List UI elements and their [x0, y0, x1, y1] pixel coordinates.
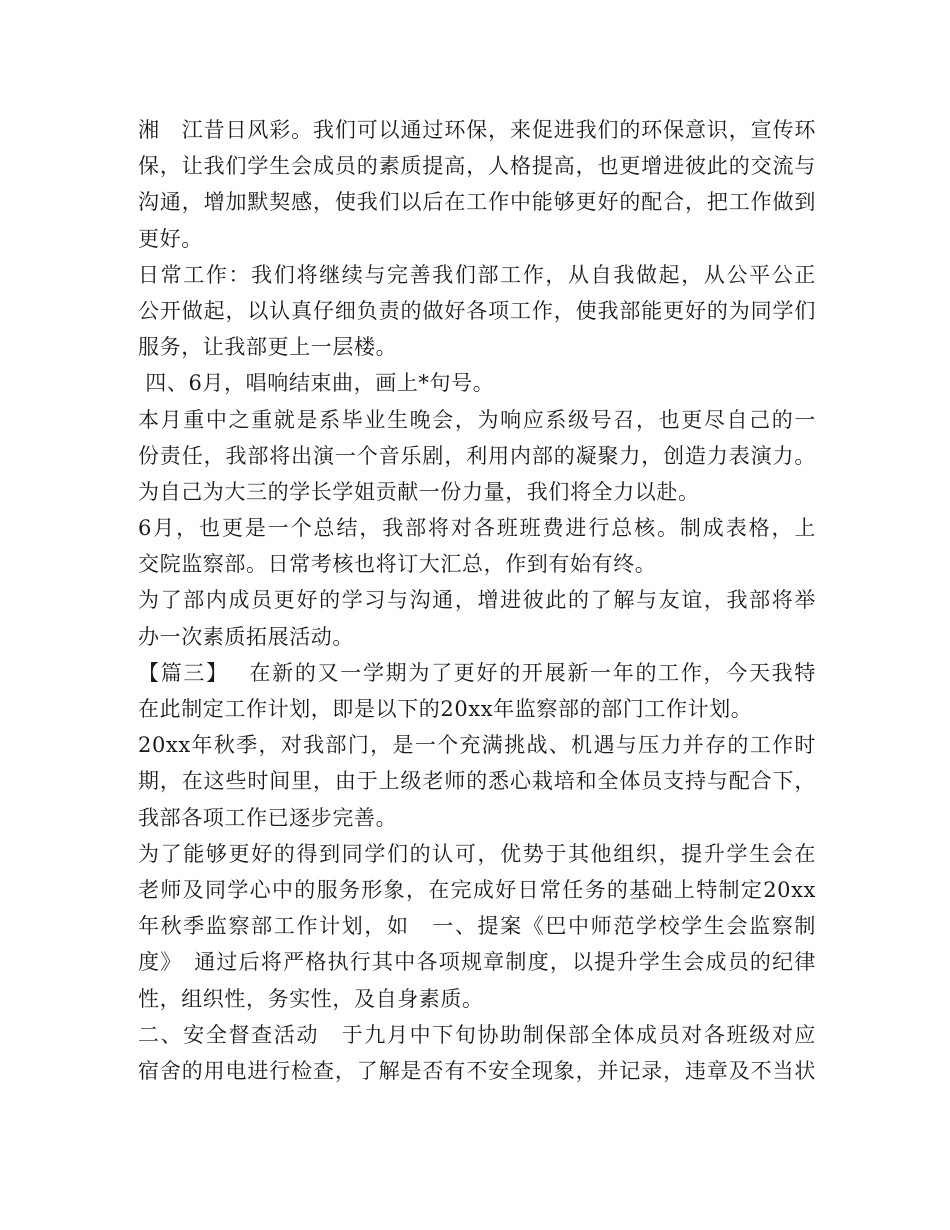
section-heading: 【篇三】 在新的又一学期为了更好的开展新一年的工作，今天我特 [138, 660, 816, 685]
text-line: 为了部内成员更好的学习与沟通，增进彼此的了解与友谊，我部将举 [138, 588, 816, 613]
text-line: 6月，也更是一个总结，我部将对各班班费进行总核。制成表格，上 [138, 516, 816, 541]
text-line: 期，在这些时间里，由于上级老师的悉心栽培和全体员支持与配合下， [138, 769, 816, 794]
text-line: 办一次素质拓展活动。 [138, 624, 354, 649]
text-line: 为了能够更好的得到同学们的认可，优势于其他组织，提升学生会在 [138, 841, 816, 866]
text-line: 宿舍的用电进行检查，了解是否有不安全现象，并记录，违章及不当状 [138, 1058, 816, 1083]
text-line: 交院监察部。日常考核也将订大汇总，作到有始有终。 [138, 552, 657, 577]
text-line: 在此制定工作计划，即是以下的20xx年监察部的部门工作计划。 [138, 697, 753, 721]
text-line: 服务，让我部更上一层楼。 [138, 335, 398, 360]
text-line: 份责任，我部将出演一个音乐剧，利用内部的凝聚力，创造力表演力。 [138, 443, 816, 468]
text-line: 日常工作：我们将继续与完善我们部工作，从自我做起，从公平公正 [138, 262, 816, 287]
text-line: 公开做起，以认真仔细负责的做好各项工作，使我部能更好的为同学们 [138, 298, 816, 323]
section-heading: 四、6月，唱响结束曲，画上*句号。 [138, 371, 495, 396]
text-line: 度》 通过后将严格执行其中各项规章制度，以提升学生会成员的纪律 [138, 950, 816, 975]
text-line: 我部各项工作已逐步完善。 [138, 805, 398, 830]
text-line: 老师及同学心中的服务形象，在完成好日常任务的基础上特制定20xx [138, 877, 816, 902]
text-line: 保，让我们学生会成员的素质提高，人格提高，也更增进彼此的交流与 [138, 154, 816, 179]
text-line: 性，组织性，务实性，及自身素质。 [138, 986, 484, 1011]
text-line: 本月重中之重就是系毕业生晚会，为响应系级号召，也更尽自己的一 [138, 407, 816, 432]
text-line: 沟通，增加默契感，使我们以后在工作中能够更好的配合，把工作做到 [138, 190, 816, 215]
text-line: 年秋季监察部工作计划，如 一、提案《巴中师范学校学生会监察制 [138, 914, 816, 939]
text-line: 为自己为大三的学长学姐贡献一份力量，我们将全力以赴。 [138, 479, 700, 504]
text-line: 湘 江昔日风彩。我们可以通过环保，来促进我们的环保意识，宣传环 [138, 118, 816, 142]
text-line: 20xx年秋季，对我部门，是一个充满挑战、机遇与压力并存的工作时 [138, 733, 816, 758]
document-body [138, 112, 816, 1089]
text-line: 更好。 [138, 226, 203, 251]
section-heading: 二、安全督查活动 于九月中下旬协助制保部全体成员对各班级对应 [138, 1022, 816, 1047]
